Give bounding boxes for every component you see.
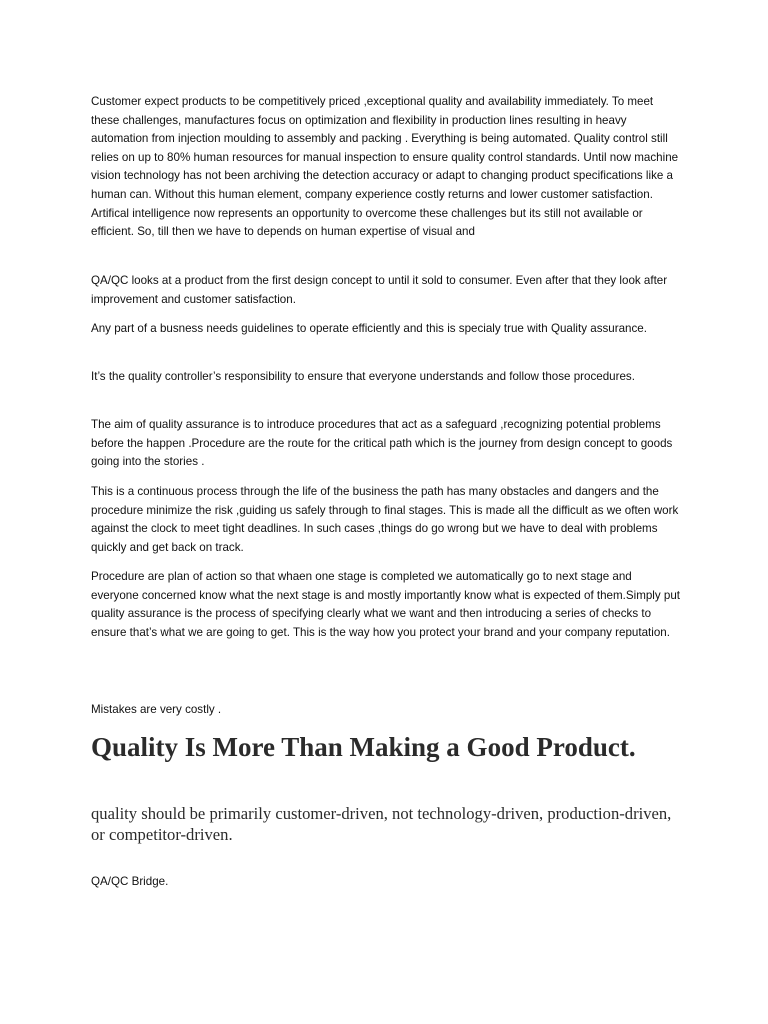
paragraph-qaqc-scope: QA/QC looks at a product from the first design concept to until it sold to consumer. Even after that they look after improvement and customer satisfaction. xyxy=(91,274,668,306)
mistakes-line: Mistakes are very costly . xyxy=(91,703,222,716)
paragraph-responsibility: It’s the quality controller’s responsibility to ensure that everyone understands and follow those procedures. xyxy=(91,370,635,383)
section-heading: Quality Is More Than Making a Good Product. xyxy=(91,732,636,762)
section-subheading: quality should be primarily customer-driven, not technology-driven, production-driven, or competitor-driven. xyxy=(91,804,672,844)
paragraph-aim: The aim of quality assurance is to introduce procedures that act as a safeguard ,recognizing potential problems before the happen .Procedure are the route for the critical path which is the journey from design concept to goods going into the stories . xyxy=(91,418,673,469)
paragraph-guidelines: Any part of a busness needs guidelines to operate efficiently and this is specialy true with Quality assurance. xyxy=(91,322,647,335)
bridge-line: QA/QC Bridge. xyxy=(91,875,169,888)
paragraph-continuous-process: This is a continuous process through the life of the business the path has many obstacles and dangers and the procedure minimize the risk ,guiding us safely through to final stages. This is made all the difficult as we often work against the clock to meet tight deadlines. In such cases ,things do go wrong but we have to deal with problems quickly and get back on track. xyxy=(91,485,679,554)
paragraph-intro: Customer expect products to be competitively priced ,exceptional quality and availability immediately. To meet these challenges, manufactures focus on optimization and flexibility in production lines resulting in heavy automation from injection moulding to assembly and packing . Everything is being automated. Quality control still relies on up to 80% human resources for manual inspection to ensure quality control standards. Until now machine vision technology has not been archiving the detection accuracy or adapt to changing product specifications like a human can. Without this human element, company experience costly returns and lower customer satisfaction. Artifical intelligence now represents an opportunity to overcome these challenges but its still not available or efficient. So, till then we have to depends on human expertise of visual and xyxy=(91,95,679,239)
paragraph-procedure: Procedure are plan of action so that whaen one stage is completed we automatically go to next stage and everyone concerned know what the next stage is and mostly importantly know what is expected of them.Simply put quality assurance is the process of specifying clearly what we want and then introducing a series of checks to ensure that’s what we are going to get. This is the way how you protect your brand and your company reputation. xyxy=(91,570,681,639)
